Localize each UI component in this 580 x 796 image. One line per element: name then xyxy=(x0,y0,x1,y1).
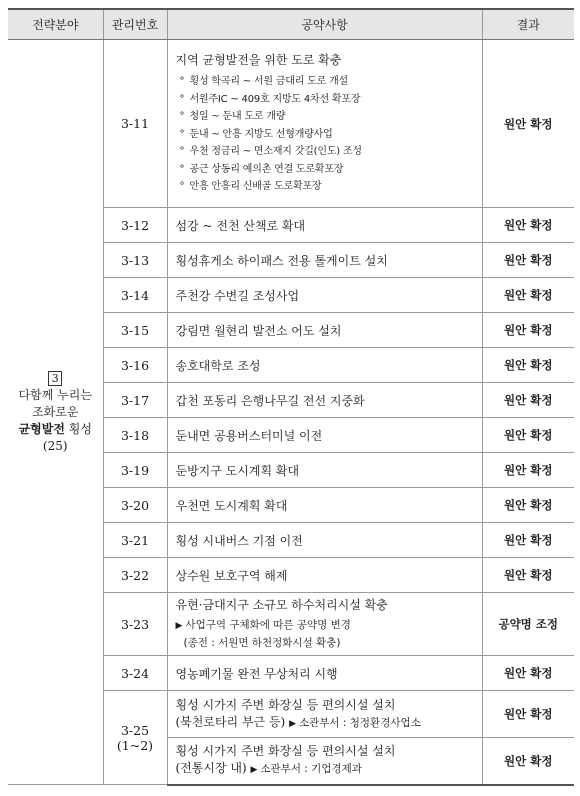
row-number: 3-17 xyxy=(103,383,167,418)
row-title: 상수원 보호구역 해제 xyxy=(167,558,482,593)
row-note xyxy=(176,617,482,635)
header-pledge: 공약사항 xyxy=(167,9,482,40)
row-result: 원안 확정 xyxy=(482,488,574,523)
row-result: 원안 확정 xyxy=(482,656,574,691)
row-result: 원안 확정 xyxy=(482,383,574,418)
row-pledge xyxy=(167,40,482,208)
row-title: 둔방지구 도시계획 확대 xyxy=(167,453,482,488)
bullet-list xyxy=(176,73,482,196)
row-number: 3-13 xyxy=(103,243,167,278)
row-title: 섬강 ~ 전천 산책로 확대 xyxy=(167,208,482,243)
triangle-right-icon: ▶ xyxy=(175,621,183,631)
row-result: 원안 확정 xyxy=(482,523,574,558)
row-title: 송호대학로 조성 xyxy=(167,348,482,383)
category-line2: 조화로운 xyxy=(32,404,79,419)
strategy-category xyxy=(8,40,103,785)
pledge-table xyxy=(8,8,574,786)
row-title: 지역 균형발전을 위한 도로 확충 xyxy=(175,53,342,68)
row-dept: 소관부서 : 기업경제과 xyxy=(260,763,362,776)
row-number: 3-21 xyxy=(103,523,167,558)
row-title: 횡성 시가지 주변 화장실 등 편의시설 설치 xyxy=(175,697,396,712)
row-result: 원안 확정 xyxy=(482,691,574,738)
header-category: 전략분야 xyxy=(8,9,103,40)
row-number-group xyxy=(103,691,167,785)
row-result: 원안 확정 xyxy=(482,40,574,208)
row-number: 3-25 xyxy=(120,722,150,738)
row-title: 횡성 시가지 주변 화장실 등 편의시설 설치 xyxy=(175,744,396,759)
row-result: 원안 확정 xyxy=(482,418,574,453)
row-number: 3-12 xyxy=(103,208,167,243)
row-pledge xyxy=(167,593,482,656)
row-number: 3-24 xyxy=(103,656,167,691)
list-item: ° 횡성 학곡리 ~ 서원 금대리 도로 개설 xyxy=(176,73,482,91)
row-detail xyxy=(176,713,482,733)
row-place: (북천로타리 부근 등) xyxy=(175,714,286,729)
row-title: 횡성 시내버스 기점 이전 xyxy=(167,523,482,558)
row-title: 횡성휴게소 하이패스 전용 톨게이트 설치 xyxy=(167,243,482,278)
row-number: 3-15 xyxy=(103,313,167,348)
row-result: 원안 확정 xyxy=(482,558,574,593)
row-title: 우천면 도시계획 확대 xyxy=(167,488,482,523)
row-result: 원안 확정 xyxy=(482,738,574,785)
list-item: ° 우천 정금리 ~ 면소재지 갓길(인도) 조성 xyxy=(176,143,482,161)
row-pledge xyxy=(167,691,482,738)
row-result: 공약명 조정 xyxy=(482,593,574,656)
row-detail xyxy=(176,759,482,779)
row-note-text: 사업구역 구체화에 따른 공약명 변경 xyxy=(185,619,351,631)
row-title: 둔내면 공용버스터미널 이전 xyxy=(167,418,482,453)
row-number: 3-14 xyxy=(103,278,167,313)
row-result: 원안 확정 xyxy=(482,208,574,243)
list-item: ° 공근 상동리 예의촌 연결 도로확포장 xyxy=(176,161,482,179)
table-row xyxy=(8,40,574,208)
category-index: 3 xyxy=(48,371,62,386)
category-line3-bold: 균형발전 xyxy=(18,421,65,436)
row-result: 원안 확정 xyxy=(482,348,574,383)
row-result: 원안 확정 xyxy=(482,313,574,348)
header-row xyxy=(8,9,574,40)
list-item: ° 서원주IC ~ 409호 지방도 4차선 확포장 xyxy=(176,91,482,109)
pledge-document xyxy=(8,8,574,786)
row-title: 갑천 포동리 은행나무길 전선 지중화 xyxy=(167,383,482,418)
row-number-sub: (1~2) xyxy=(116,737,154,753)
row-title: 유현·금대지구 소규모 하수처리시설 확충 xyxy=(175,598,388,612)
category-line3-rest: 횡성 xyxy=(64,421,92,436)
row-number: 3-23 xyxy=(103,593,167,656)
row-number: 3-16 xyxy=(103,348,167,383)
row-number: 3-22 xyxy=(103,558,167,593)
header-result: 결과 xyxy=(482,9,574,40)
list-item: ° 청일 ~ 둔내 도로 개량 xyxy=(176,108,482,126)
row-dept: 소관부서 : 청정환경사업소 xyxy=(298,716,421,729)
category-count: (25) xyxy=(42,438,68,453)
header-number: 관리번호 xyxy=(103,9,167,40)
row-note-former: (종전 : 서원면 하천정화시설 확충) xyxy=(183,637,341,649)
row-result: 원안 확정 xyxy=(482,453,574,488)
row-place: (전통시장 내) xyxy=(175,761,247,776)
row-number: 3-18 xyxy=(103,418,167,453)
list-item: ° 둔내 ~ 안흥 지방도 선형개량사업 xyxy=(176,126,482,144)
row-title: 주천강 수변길 조성사업 xyxy=(167,278,482,313)
triangle-right-icon: ▶ xyxy=(250,765,258,776)
list-item: ° 안흥 안흥리 신배골 도로확포장 xyxy=(176,178,482,196)
row-number: 3-19 xyxy=(103,453,167,488)
row-number: 3-20 xyxy=(103,488,167,523)
row-number: 3-11 xyxy=(103,40,167,208)
category-line1: 다함께 누리는 xyxy=(18,387,92,402)
row-title: 영농폐기물 완전 무상처리 시행 xyxy=(167,656,482,691)
row-result: 원안 확정 xyxy=(482,243,574,278)
row-result: 원안 확정 xyxy=(482,278,574,313)
row-title: 강림면 월현리 발전소 어도 설치 xyxy=(167,313,482,348)
triangle-right-icon: ▶ xyxy=(289,718,296,729)
row-pledge xyxy=(167,738,482,785)
